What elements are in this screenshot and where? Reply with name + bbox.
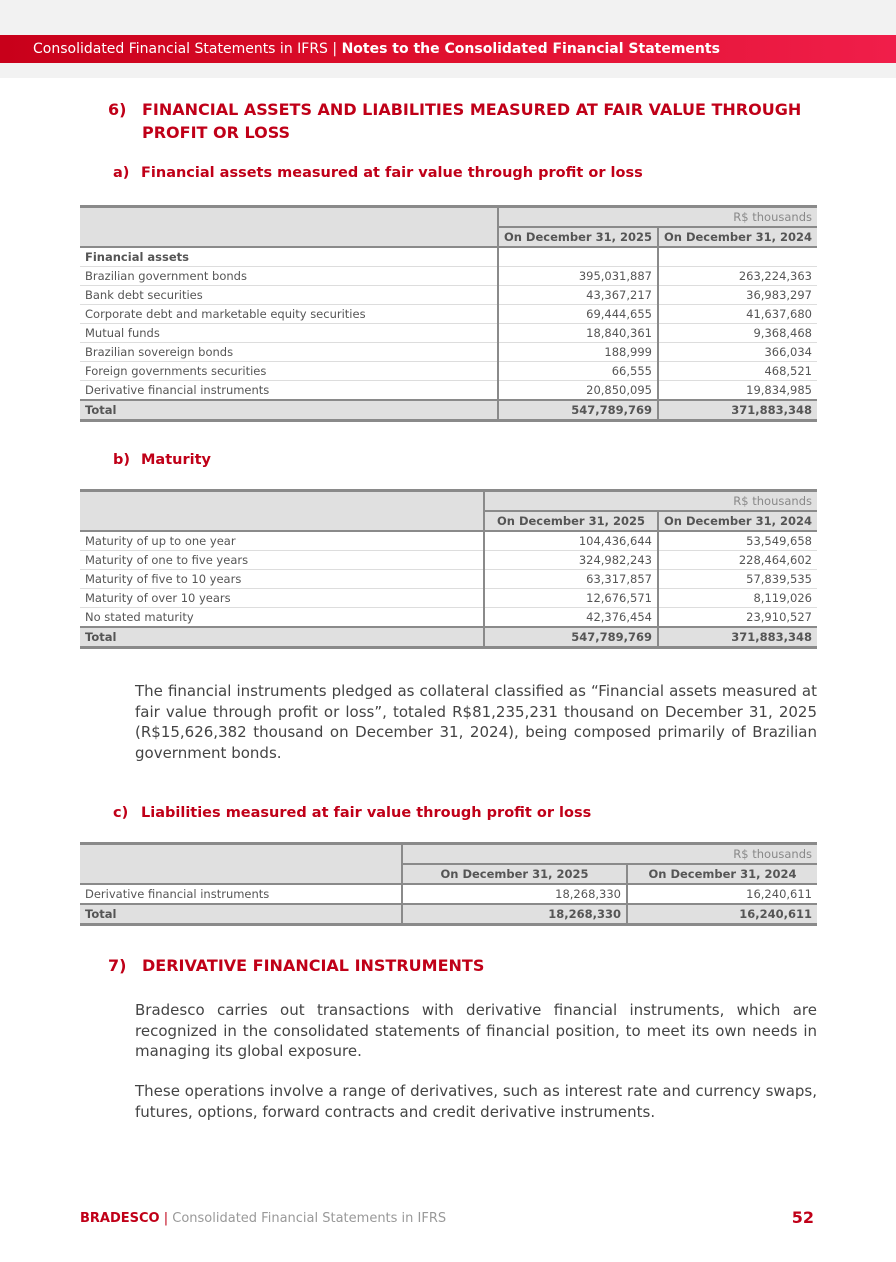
row-label: Mutual funds <box>80 324 498 343</box>
table-row <box>80 551 817 570</box>
value-2025: 104,436,644 <box>484 531 658 551</box>
table-row <box>80 305 817 324</box>
value-2025: 43,367,217 <box>498 286 658 305</box>
section-letter: c) <box>113 805 129 821</box>
note-number: 7) <box>108 956 127 975</box>
value-2024: 19,834,985 <box>658 381 817 401</box>
section-a-heading <box>113 165 643 181</box>
value-2024: 53,549,658 <box>658 531 817 551</box>
total-2025: 547,789,769 <box>498 400 658 421</box>
total-row <box>80 904 817 925</box>
table-row <box>80 381 817 401</box>
row-label: Brazilian government bonds <box>80 267 498 286</box>
unit-header-row <box>80 844 817 865</box>
row-label: Foreign governments securities <box>80 362 498 381</box>
liabilities-table <box>80 842 817 926</box>
total-label: Total <box>80 400 498 421</box>
derivatives-paragraph-1: Bradesco carries out transactions with derivative financial instruments, which are recognized in the consolidated statements of financial position, to meet its own needs in managing its global exposure. <box>135 1001 817 1060</box>
empty-cell <box>658 247 817 267</box>
total-2025: 18,268,330 <box>402 904 627 925</box>
row-label: Brazilian sovereign bonds <box>80 343 498 362</box>
empty-cell <box>498 247 658 267</box>
subheader-row <box>80 247 817 267</box>
note-title: DERIVATIVE FINANCIAL INSTRUMENTS <box>142 956 485 975</box>
value-2024: 468,521 <box>658 362 817 381</box>
total-row <box>80 627 817 648</box>
total-2024: 371,883,348 <box>658 400 817 421</box>
table-row <box>80 608 817 628</box>
total-2025: 547,789,769 <box>484 627 658 648</box>
unit-label: R$ thousands <box>402 844 817 865</box>
unit-header-row <box>80 491 817 512</box>
value-2025: 42,376,454 <box>484 608 658 628</box>
financial-assets-table <box>80 205 817 422</box>
row-label: Derivative financial instruments <box>80 381 498 401</box>
value-2025: 69,444,655 <box>498 305 658 324</box>
header-bar <box>0 35 896 63</box>
value-2024: 228,464,602 <box>658 551 817 570</box>
table-row <box>80 343 817 362</box>
header-blank <box>80 491 484 532</box>
section-c-heading <box>113 805 591 821</box>
value-2025: 324,982,243 <box>484 551 658 570</box>
row-label: Derivative financial instruments <box>80 884 402 904</box>
unit-label: R$ thousands <box>498 207 817 228</box>
value-2024: 23,910,527 <box>658 608 817 628</box>
header-separator: | <box>327 41 342 57</box>
value-2025: 395,031,887 <box>498 267 658 286</box>
column-header: On December 31, 2024 <box>627 864 817 884</box>
total-label: Total <box>80 904 402 925</box>
value-2024: 8,119,026 <box>658 589 817 608</box>
maturity-table <box>80 489 817 649</box>
column-header: On December 31, 2024 <box>658 227 817 247</box>
collateral-paragraph: The financial instruments pledged as collateral classified as “Financial assets measured at fair value through profit or loss”, totaled R$81,235,231 thousand on December 31, 2025 (R$15,626,382 thousand on December 31, 2024), being composed primarily of Brazilian government bonds. <box>135 682 817 762</box>
value-2025: 188,999 <box>498 343 658 362</box>
footer <box>80 1211 446 1226</box>
unit-header-row <box>80 207 817 228</box>
table-row <box>80 267 817 286</box>
section-letter: a) <box>113 165 130 181</box>
header-blank <box>80 844 402 885</box>
note-title: FINANCIAL ASSETS AND LIABILITIES MEASURED AT FAIR VALUE THROUGH PROFIT OR LOSS <box>142 100 802 142</box>
value-2024: 41,637,680 <box>658 305 817 324</box>
column-header: On December 31, 2024 <box>658 511 817 531</box>
footer-brand: BRADESCO <box>80 1211 160 1226</box>
table-row <box>80 362 817 381</box>
value-2024: 16,240,611 <box>627 884 817 904</box>
table-row <box>80 324 817 343</box>
note-number: 6) <box>108 100 127 119</box>
row-label: Maturity of over 10 years <box>80 589 484 608</box>
table-row <box>80 531 817 551</box>
total-2024: 371,883,348 <box>658 627 817 648</box>
column-header: On December 31, 2025 <box>402 864 627 884</box>
value-2025: 20,850,095 <box>498 381 658 401</box>
total-label: Total <box>80 627 484 648</box>
row-label: Corporate debt and marketable equity securities <box>80 305 498 324</box>
value-2024: 366,034 <box>658 343 817 362</box>
page-number: 52 <box>791 1208 814 1227</box>
footer-text: Consolidated Financial Statements in IFRS <box>172 1211 447 1226</box>
footer-separator: | <box>159 1211 173 1226</box>
row-label: Bank debt securities <box>80 286 498 305</box>
section-b-heading <box>113 452 211 468</box>
value-2024: 263,224,363 <box>658 267 817 286</box>
value-2025: 63,317,857 <box>484 570 658 589</box>
value-2024: 57,839,535 <box>658 570 817 589</box>
value-2025: 18,840,361 <box>498 324 658 343</box>
header-blank <box>80 207 498 248</box>
total-row <box>80 400 817 421</box>
value-2024: 9,368,468 <box>658 324 817 343</box>
header-subsection: Notes to the Consolidated Financial Statements <box>341 41 720 57</box>
row-label: Financial assets <box>80 247 498 267</box>
value-2025: 12,676,571 <box>484 589 658 608</box>
header-section: Consolidated Financial Statements in IFRS <box>33 41 328 57</box>
unit-label: R$ thousands <box>484 491 817 512</box>
derivatives-paragraph-2: These operations involve a range of derivatives, such as interest rate and currency swaps, futures, options, forward contracts and credit derivative instruments. <box>135 1082 817 1121</box>
section-title: Liabilities measured at fair value through profit or loss <box>141 805 592 821</box>
total-2024: 16,240,611 <box>627 904 817 925</box>
value-2024: 36,983,297 <box>658 286 817 305</box>
note-7-heading <box>108 954 820 977</box>
value-2025: 66,555 <box>498 362 658 381</box>
column-header: On December 31, 2025 <box>484 511 658 531</box>
table-row <box>80 570 817 589</box>
row-label: Maturity of one to five years <box>80 551 484 570</box>
row-label: Maturity of up to one year <box>80 531 484 551</box>
table-row <box>80 884 817 904</box>
section-letter: b) <box>113 452 131 468</box>
column-header: On December 31, 2025 <box>498 227 658 247</box>
table-row <box>80 589 817 608</box>
row-label: Maturity of five to 10 years <box>80 570 484 589</box>
row-label: No stated maturity <box>80 608 484 628</box>
table-row <box>80 286 817 305</box>
section-title: Maturity <box>141 452 211 468</box>
note-6-heading <box>108 98 820 144</box>
section-title: Financial assets measured at fair value through profit or loss <box>141 165 643 181</box>
value-2025: 18,268,330 <box>402 884 627 904</box>
